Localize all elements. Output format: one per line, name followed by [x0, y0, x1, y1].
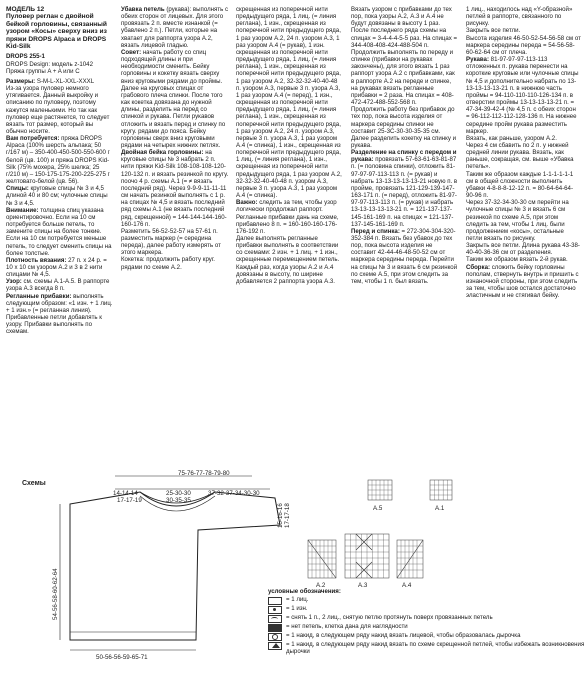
finish-value: сложить бейку горловины пополам, ствернуть внутрь и пришить с изнаночной стороны, при этом следить за тем, чтобы шов остался достаточно эластичным и не стягивал бейку.: [466, 263, 579, 300]
col5-p6: Таким же образом каждые 1-1-1-1-1-1 см в общей сложности выполнить убавки 4-8-8-8-12-12 п. = 80-64-64-64-90-96 п.: [466, 170, 574, 200]
chart-a5: [368, 480, 392, 512]
divide-label: Разделение на спинку с передом и рукава:: [351, 149, 457, 164]
dim-m4: 25-30-30: [166, 490, 191, 497]
yoke-note: Кокетка: продолжить работу круг. рядами по схеме А.2.: [121, 256, 216, 271]
neck-label: Двойная бейка горловины:: [121, 149, 204, 157]
chart-a1-label: A.1: [435, 505, 445, 512]
yarn-over-hole-symbol-icon: [268, 633, 282, 641]
gauge-paragraph: [6, 257, 114, 278]
chart-a3-label: A.3: [358, 582, 368, 589]
materials-label: Вам потребуется:: [6, 135, 60, 143]
yoke-continue: Вязать узором с прибавками до тех пор, пока узоры А.2, А.3 и А.4 не будут довязаны в высоту 1 раз. После последнего ряда схемы на спицах = 3-4-4-4-5-5 раз. На спицах = 344-408-408-424-488-504 п. Продолжить выполнять по переду и спинке (прибавки на рукавах закончены), для этого вязать 1 раз раппорт узора А.2 с прибавками, как в раппорте А.2 на переде и спинке, на рукавах вязать регланные прибавки = 2 раза. На спицах = 408-472-472-488-552-568 п.: [351, 6, 458, 107]
chart-a5-label: A.5: [373, 505, 383, 512]
raglan-value: выполнять следующим образом: «1 изн. + 1 лиц. + 1 изн.» (= регланная линия). Прибавленные петли добавлять к узору. Прибавки выполнять по схемам.: [6, 292, 113, 336]
dim-m6: 37-32-37-34-30-30: [208, 490, 260, 497]
sizes-paragraph: [6, 78, 114, 85]
purl-symbol-icon: [268, 606, 282, 614]
raglan-continue: Далее выполнять регланные прибавки выполнять в соответствии со схемами: 2 изн. + 1 лиц. + 1 изн., скрещенные перемещением петель. Каждый раз, когда узоры А.2 и А.4 довязаны в высоту, по ширине добавляется 2 раппорта узора А.3.: [236, 235, 340, 285]
drops-id: DROPS 255-1: [6, 53, 45, 61]
divide-intro: Далее разделить кокетку на спинку и рукава.: [351, 134, 457, 149]
chart-a4: [397, 540, 423, 589]
pass-over-symbol-icon: [268, 615, 282, 623]
pattern-paragraph: [6, 278, 114, 292]
divide-value: провязать 57-63-61-63-81-87 п. (= половина спинки), отложить 81-97-97-97-113-113 п. (= рукав) и набрать 13-13-13-13-13-21 новую п. в пройме, провязать 121-129-139-147-163-171 п. (= перед), отложить 81-97-97-97-113-113 п. (= рукав) и набрать 13-13-13-13-13-21 п. = 121-137-137-145-161-169 п. на спицах = 121-137-137-145-161-169 п.: [351, 156, 458, 228]
chart-a2: [308, 540, 336, 589]
chart-a4-label: A.4: [402, 582, 412, 589]
chart-a1: [430, 480, 452, 512]
dim-bottom: 50-56-56-59-65-71: [96, 654, 148, 661]
dim-m1: 14-14-14: [113, 490, 138, 497]
pattern-label: Узор:: [6, 278, 22, 286]
knit-symbol-icon: [268, 597, 282, 605]
pattern-value: см. схемы А.1-А.5. В раппорте узора А.3 всегда 8 п.: [6, 278, 110, 293]
attention-label: Внимание:: [6, 206, 39, 214]
text-column-2: [121, 6, 229, 386]
no-stitch-symbol-icon: [268, 624, 282, 632]
gauge-value: 27 п. х 24 р. = 10 х 10 см узором А.2 и 3 в 2 нити спицами № 4,5.: [6, 256, 107, 279]
gauge-label: Плотность вязания:: [6, 256, 67, 264]
sleeve-label: Рукава:: [466, 56, 489, 64]
dim-height: 54-56-58-60-62-64: [52, 568, 59, 620]
important-value: следить за тем, чтобы узор логически продолжал раппорт.: [236, 199, 337, 214]
text-column-5: [466, 6, 581, 366]
legend-row-6: [268, 641, 586, 656]
decrease-paragraph: [121, 6, 229, 49]
decrease-label: Убавка петель: [121, 6, 165, 13]
legend-row-3: [268, 614, 586, 623]
dim-m2: 17-17-19: [117, 497, 142, 504]
col5-p8: Закрыть все петли. Длина рукава 43-38-40-40-36-36 см от разделения.: [466, 242, 580, 257]
neck-value: на круговые спицы № 3 набрать 2 п. нити пряжи Kid-Silk 108-108-108-120-120-132 п. и вязать резинкой по кругу.: [121, 149, 229, 178]
col5-p3: Высота изделия 46-50-52-54-56-58 см от маркера середины переда = 54-56-58-60-62-64 см от плеча.: [466, 34, 581, 56]
text-column-3: [236, 6, 344, 366]
fit-note: Из-за узора пуловер немного утягивается. Данный выкройку и описанию по пуловеру, поэтому кажутся маленькими. Но так как пуловер еще растянется, то следует вязать тот размер, который вы обычно носите.: [6, 85, 110, 135]
schemes-label: Схемы: [22, 480, 46, 487]
legend-row-4: [268, 623, 586, 632]
legend-purl: = 1 изн.: [286, 604, 308, 612]
pattern-title: Пуловер реглан с двойной бейкой горловины, связанный узором «Косы» сверху вниз из пряжи DROPS Alpaca и DROPS Kid-Silk: [6, 13, 107, 51]
sizes-label: Размеры:: [6, 77, 36, 85]
divide-paragraph: [351, 149, 459, 228]
neck-paragraph-2: поочо 4 р. схемы А.1 (= ≠ вязать последний ряд). Через 9-9-9-11-11-11 см начать резинкой выполнять с 1 р. на спицах № 4,5 и вязать последний ряд схемы А.1 (не вязать последний ряд, скрещенной) = 144-144-144-160-160-176 п.: [121, 177, 227, 228]
yoke-length: Продолжить работу без прибавок до тех пор, пока высота изделия от маркера середины спинки не составит 25-3С-30-30-35-35 см.: [351, 106, 455, 135]
important-label: Важно:: [236, 199, 258, 207]
drops-design: DROPS Design: модель z-1042: [6, 60, 93, 68]
sleeve-paragraph: [466, 56, 581, 135]
body-label: Перед и спинка:: [351, 227, 400, 235]
legend-title: условные обозначения:: [268, 588, 341, 595]
finish-label: Сборка:: [466, 263, 490, 271]
dim-m7: 17-17-18: [284, 503, 291, 528]
tip-label: Совет:: [121, 48, 142, 56]
symbol-legend: [268, 588, 586, 656]
sweater-outline: [70, 492, 280, 640]
body-paragraph: [351, 228, 459, 285]
yarn-over-twisted-symbol-icon: [268, 642, 282, 650]
col5-p4: Вязать, как раньше, узором А.2.: [466, 134, 557, 142]
dim-m5: 30-35-35: [166, 497, 191, 504]
yoke-instructions: скрещенная из поперечной нити предыдущего ряда, 1 лиц. (= линия реглана), 1 изн., скрещенная из поперечной нити предыдущего ряда, 1 раз узором А.2, 24 п. узором А.3, 1 раз узором А.4 (= рукав), 1 изн. скрещенная из поперечной нити предыдущего ряда, 1 лиц. (= линия реглана), 1 изн., скрещенная из поперечной нити предыдущего ряда, 1 раз узором А.2, 32-32-32-40-40-48 п. узором А.3, первые 3 п. узора А.3, 1 раз узором А.4 (= перед), 1 изн., скрещенная из поперечной нити предыдущего ряда, 1 лиц. (= линия реглана), 1 изн., скрещенная из поперечной нити предыдущего ряда, 1 раз узором А.2, 24 п. узором А.3, первые 3 п. узора А.3, 1 раз узором А.4 (= спинка), 1 изн., скрещенная из поперечной нити предыдущего ряда, 1 лиц. (= линия реглана), 1 изн., скрещенная из поперечной нити предыдущего ряда, 1 раз узором А.2, 32-32-32-40-40-48 п. узором А.3, первые 3 п. узора А.3, 1 раз узором А.4 (= спинка).: [236, 6, 342, 200]
col5-p1: 1 лиц., находилось над «Y-образной» петлей в раппорте, связанного по рисунку.: [466, 6, 573, 28]
legend-yarn-over-twisted: = 1 накид, в следующем ряду накид вязать по схеме скрещенной петлей, чтобы избежать возникновения дырочки: [286, 640, 585, 656]
text-column-1: [6, 6, 114, 476]
sleeve-value: 81-97-97-97-113-113 отложенных п. рукава перенести на короткие круговые или чулочные спицы № 4,5 и дополнительно набрать по 13-13-13-13-13-21 п. в нижнюю часть проймы = 94-110-110-110-126-134 п. в отверстии проймы 13-13-13-13-21 п. = 47-34-39-42-4 (№ 4,5 п. с обеих сторон = 96-112-112-112-128-136 п. На нижнее середине пройм рукава разместить маркер.: [466, 56, 579, 135]
decrease-value: (рукава): выполнять с обеих сторон от лицевых. Для этого провязать 2 п. вместе изнанкой (= убавлено 2 п.). Петли, которые на хватает для раппорта узора А.2, вязать лицевой гладью.: [121, 6, 229, 49]
materials-value: пряжа DROPS Alpaca (100% шерсть альпака; 50 г/167 м) – 350-400-450-500-550-600 г белой (цв. 100) и пряжа DROPS Kid-Silk (75% мохера, 25% шелка; 25 г/210 м) – 150-175-175-200-225-275 г желтовато-белой (цв. 56).: [6, 135, 110, 186]
col5-p2: Закрыть все петли.: [466, 27, 521, 35]
dim-top-width: 75-76-77-78-79-80: [178, 470, 230, 477]
legend-row-1: [268, 596, 586, 605]
legend-no-stitch: = нет петель, клетка дана для наглядности: [286, 622, 408, 630]
attention-value: толщина спиц указана ориентировочно. Если на 10 см потребуется больше петель, то замените спицы на более тонкие. Если на 10 см потребуется меньше петель, то следует сменить спицы на более толстые.: [6, 206, 112, 257]
col5-p7: Через 37-32-34-30-30 см перейти на чулочные спицы № 3 и вязать 6 см резинкой по схеме А.5, при этом следить за тем, чтобы 1 лиц. были продолжением «косы», остальные петли вязать по рисунку.: [466, 199, 569, 242]
finish-paragraph: [466, 264, 581, 300]
chart-a2-label: A.2: [316, 582, 326, 589]
col5-p5: Через 4 см сбавить по 2 п. у нижней средней линии рукава. Вязать, как раньше, сокращая, см. выше «Убавка петель».: [466, 141, 574, 171]
raglan-count: Регланные прибавки дань на схеме, прибавлено 8 п. = 160-160-160-176-176-192 п.: [236, 213, 339, 235]
sizes-value: S-M-L-XL-XXL-XXXL: [35, 77, 95, 85]
model-number: МОДЕЛЬ 12: [6, 6, 45, 13]
legend-row-2: [268, 605, 586, 614]
important-paragraph: [236, 199, 344, 213]
dim-m8: 15-16-16: [277, 503, 284, 528]
raglan-label: Регланные прибавки:: [6, 292, 72, 300]
col5-p9: Таким же образом вязать 2-й рукав.: [466, 256, 568, 264]
text-column-4: [351, 6, 459, 306]
attention-paragraph: [6, 207, 114, 257]
chart-a3: [345, 534, 389, 589]
needles-value: круговые спицы № 3 и 4,5 длиной 40 и 80 см; чулочные спицы № 3 и 4,5.: [6, 185, 108, 207]
legend-yarn-over-hole: = 1 накид, в следующем ряду накид вязать лицевой, чтобы образовалась дырочка: [286, 631, 521, 639]
yarn-group: Пряжа группы A + A или C: [6, 67, 80, 75]
legend-knit: = 1 лиц.: [286, 595, 309, 603]
neck-paragraph-3: Разметить 56-52-52-57 на 57-61 п. разместить маркер (= середина переда), далее работу измерять от этого маркера.: [121, 227, 221, 257]
neck-paragraph: [121, 149, 229, 178]
needles-label: Спицы:: [6, 185, 29, 193]
raglan-paragraph: [6, 293, 114, 336]
needles-paragraph: [6, 185, 114, 206]
schematic-diagram: [0, 470, 587, 700]
tip-paragraph: [121, 49, 229, 149]
tip-value: начать работу со спиц подходящей длины и при необходимости сменить. Бейку горловины и кокетку вязать сверху вниз круговыми рядами до проймы. Далее на круговых спицах от грабового плеча спинки. После того как кокетка довязана до нужной длины, разделить на перед со спинкой и рукава. Петли рукавов отложить и вязать перед и спинку по кругу. рядами до пояса. Бейку горловины сверх вниз круговыми рядами на четырех нижних петлях.: [121, 48, 226, 149]
legend-row-5: [268, 632, 586, 641]
body-value: = 272-304-304-320-352-384 п. Вязать без убавок до тех пор, пока высота изделия не составит 42-44-46-48-50-52 см от маркера середины переда. Перейти на спицы № 3 и вязать 6 см резинкой по схеме А.5, при этом следить за тем, чтобы 1 п. был вязать.: [351, 227, 458, 285]
materials-paragraph: [6, 135, 114, 185]
legend-pass-over: = снять 1 п., 2 лиц., снятую петлю протянуть поверх провязанных петель: [286, 613, 493, 621]
